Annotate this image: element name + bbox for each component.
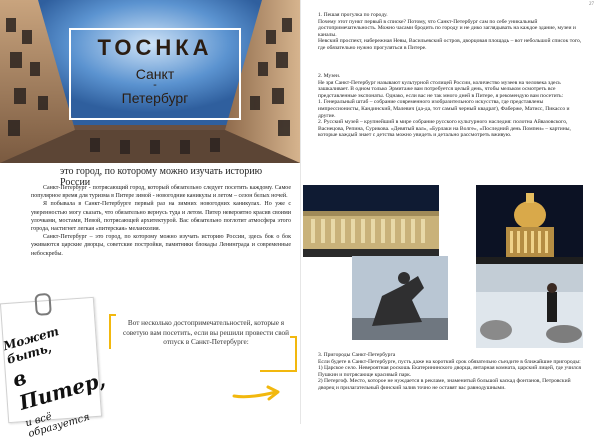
intro-paragraph: Я побывала в Санкт-Петербурге первый раз на зимних новогодних каникулах. Но уже с уверенностью могу сказать, что обязательно вернусь туда и летом. Питер невероятно красив своими улочками, мостами, Невой, потрясающей архитектурой. Вас обязательно поглотит атмосфера этого города, настигнет легкая «питерская» меланхолия.: [31, 201, 291, 233]
note-line: Может быть,: [1, 324, 61, 367]
page-number: 27: [589, 2, 594, 7]
city-name-dash: -: [153, 79, 157, 91]
intro-text: [31, 184, 291, 258]
city-name-line2: Петербург: [121, 90, 189, 106]
paper-clip-icon: [34, 293, 51, 316]
section-museums: [318, 73, 584, 139]
section-body: Невский проспект, набережная Невы, Васильевский остров, дворцовая площадь – вот небольшой список того, где обязательно нужно прогуляться в Питере.: [318, 38, 582, 51]
section-heading: 1. Пешая прогулка по городу.: [318, 12, 388, 18]
section-heading: 3. Пригороды Санкт-Петербурга: [318, 352, 396, 358]
section-body: Почему этот пункт первый в списке? Потому, что Санкт-Петербург сам по себе уникальный достопримечательность. Можно часами бродить по городу и не дико заглядывать на каждое здание, музеи и каналы.: [318, 18, 576, 38]
spread-divider: [300, 0, 301, 424]
hero-photo: [0, 0, 300, 163]
photo-st-isaac-cathedral: [476, 185, 583, 265]
intro-paragraph: Санкт-Петербург – это город, по которому можно изучать историю России, здесь бок о бок уживаются царские дворцы, советские постройки, памятники блокады Ленинграда и современные небоскребы.: [31, 234, 291, 257]
museum-item: 2. Русский музей – крупнейший в мире собрание русского культурного наследия: полотна Айвазовского, Васнецова, Репина, Сурикова. «Девятый вал», «Бурлаки на Волге», «Последний день Помпеи» – картины, которые каждый знает с детства можно увидеть и детально рассмотреть вживую.: [318, 119, 571, 139]
suburb-item: 1) Царское село. Невероятная роскошь Екатерининского дворца, янтарная комната, царский лицей, где учился Пушкин и потрясающе красивый парк.: [318, 365, 581, 378]
photo-bronze-horseman: [352, 256, 448, 340]
photo-tourist-winter: [476, 264, 583, 348]
article-subheading: это город, по которому можно изучать историю России: [60, 166, 263, 188]
note-line: и всё образуется: [24, 411, 92, 440]
callout-text: Вот несколько достопримечательностей, которые я советую вам посетить, если вы решили провести свой отпуск в Санкт-Петербурге:: [123, 319, 289, 347]
museum-item: 1. Генеральный штаб – собрание современного изобразительного искусства, где представлены импрессионисты, Кандинский, Малевич (да-да, тот самый черный квадрат), Фаберже, Матисс, Пикассо и другие.: [318, 99, 570, 119]
section-suburbs: [318, 352, 584, 392]
handwritten-note: [2, 318, 108, 440]
suburb-item: 2) Петергоф. Место, которое не нуждается в рекламе, знаменитый большой каскад фонтанов, Петровский дворец и прилагательный финский залив точно не оставят вас равнодушными.: [318, 378, 571, 391]
photo-winter-palace: [303, 185, 439, 257]
note-line: в Питер,: [9, 365, 108, 415]
callout-box: [110, 315, 296, 371]
section-heading: 2. Музеи.: [318, 73, 341, 79]
title-frame: [69, 28, 241, 120]
arrow-right-icon: [232, 384, 282, 409]
city-name-line1: Санкт: [135, 66, 175, 82]
section-walk: [318, 12, 584, 52]
magazine-title: ТОСНКА: [97, 35, 213, 60]
handwritten-note-card: [0, 297, 108, 440]
intro-paragraph: Санкт-Петербург - потрясающий город, который обязательно следует посетить каждому. Самое популярное время для туризма в Питере зимой - новогодние каникулы и летом – сезон белых ночей.: [31, 185, 291, 200]
section-body: Не зря Санкт-Петербург называют культурной столицей России, количество музеев на человека здесь зашкаливает. В одном только Эрмитаже вам потребуется целый день, чтобы мельком осмотреть все представленные экспонаты. Однако, если вас не так много дней в Питере, я рекомендую вам посетить:: [318, 79, 564, 99]
section-body: Если будете в Санкт-Петербурге, пусть даже на короткий срок обязательно съездите в ближайшие пригороды:: [318, 358, 581, 365]
